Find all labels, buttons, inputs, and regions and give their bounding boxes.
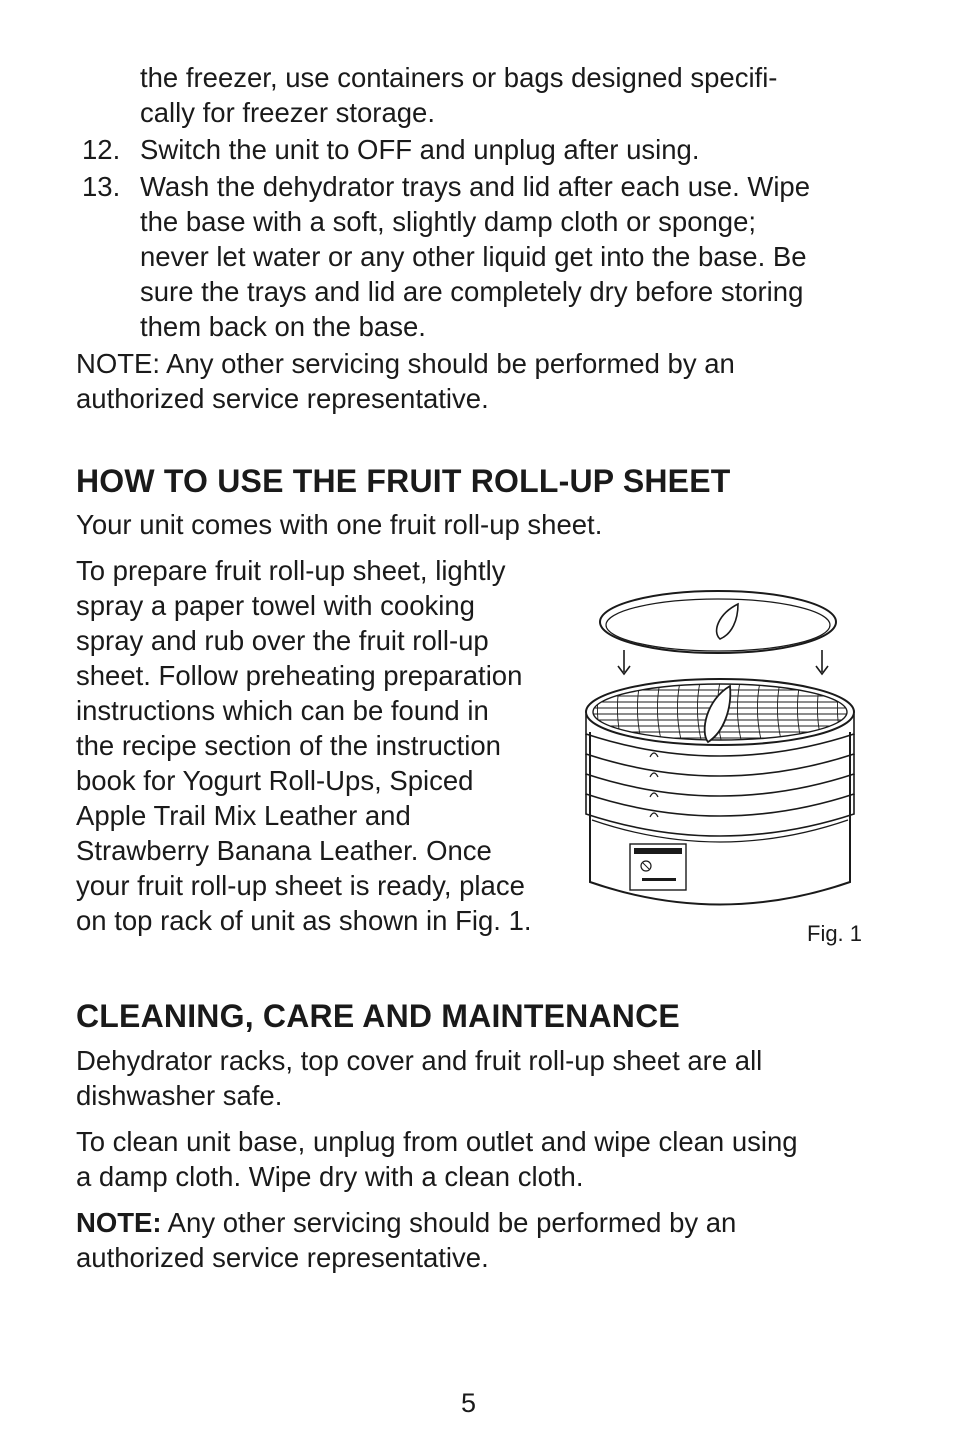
food-dehydrator-illustration-icon bbox=[580, 582, 860, 922]
dehydrator-figure-svg bbox=[580, 582, 860, 922]
list-item-13-text: Wash the dehydrator trays and lid after each use. Wipe the base with a soft, slightly damp cloth or sponge; never let water or any other liquid get into the base. Be sure the trays and lid are completely dry before storing them back on the base. bbox=[140, 171, 811, 342]
list-number-12: 12. bbox=[82, 134, 121, 165]
list-number-13: 13. bbox=[82, 171, 121, 202]
continued-paragraph: the freezer, use containers or bags designed specifi- cally for freezer storage. bbox=[140, 62, 778, 128]
figure-caption: Fig. 1 bbox=[807, 921, 863, 946]
list-item-12-text: Switch the unit to OFF and unplug after using. bbox=[140, 134, 700, 165]
fruit-rollup-heading: HOW TO USE THE FRUIT ROLL-UP SHEET bbox=[76, 463, 731, 499]
fruit-rollup-intro: Your unit comes with one fruit roll-up sheet. bbox=[76, 509, 603, 540]
cleaning-paragraph-1: Dehydrator racks, top cover and fruit roll-up sheet are all dishwasher safe. bbox=[76, 1045, 763, 1111]
cleaning-note bbox=[76, 1205, 736, 1275]
note-paragraph: NOTE: Any other servicing should be performed by an authorized service representative. bbox=[76, 348, 735, 414]
fruit-rollup-instructions: To prepare fruit roll-up sheet, lightly spray a paper towel with cooking spray and rub over the fruit roll-up sheet. Follow preheating preparation instructions which can be found in the recipe section of the instruction book for Yogurt Roll-Ups, Spiced Apple Trail Mix Leather and Strawberry Banana Leather. Once your fruit roll-up sheet is ready, place on top rack of unit as shown in Fig. 1. bbox=[76, 555, 532, 936]
cleaning-heading: CLEANING, CARE AND MAINTENANCE bbox=[76, 998, 680, 1034]
cleaning-paragraph-2: To clean unit base, unplug from outlet and wipe clean using a damp cloth. Wipe dry with a clean cloth. bbox=[76, 1126, 798, 1192]
note-text: Any other servicing should be performed by an authorized service representative. bbox=[76, 1207, 737, 1273]
note-label: NOTE: bbox=[76, 1207, 162, 1238]
page-number: 5 bbox=[461, 1388, 477, 1418]
